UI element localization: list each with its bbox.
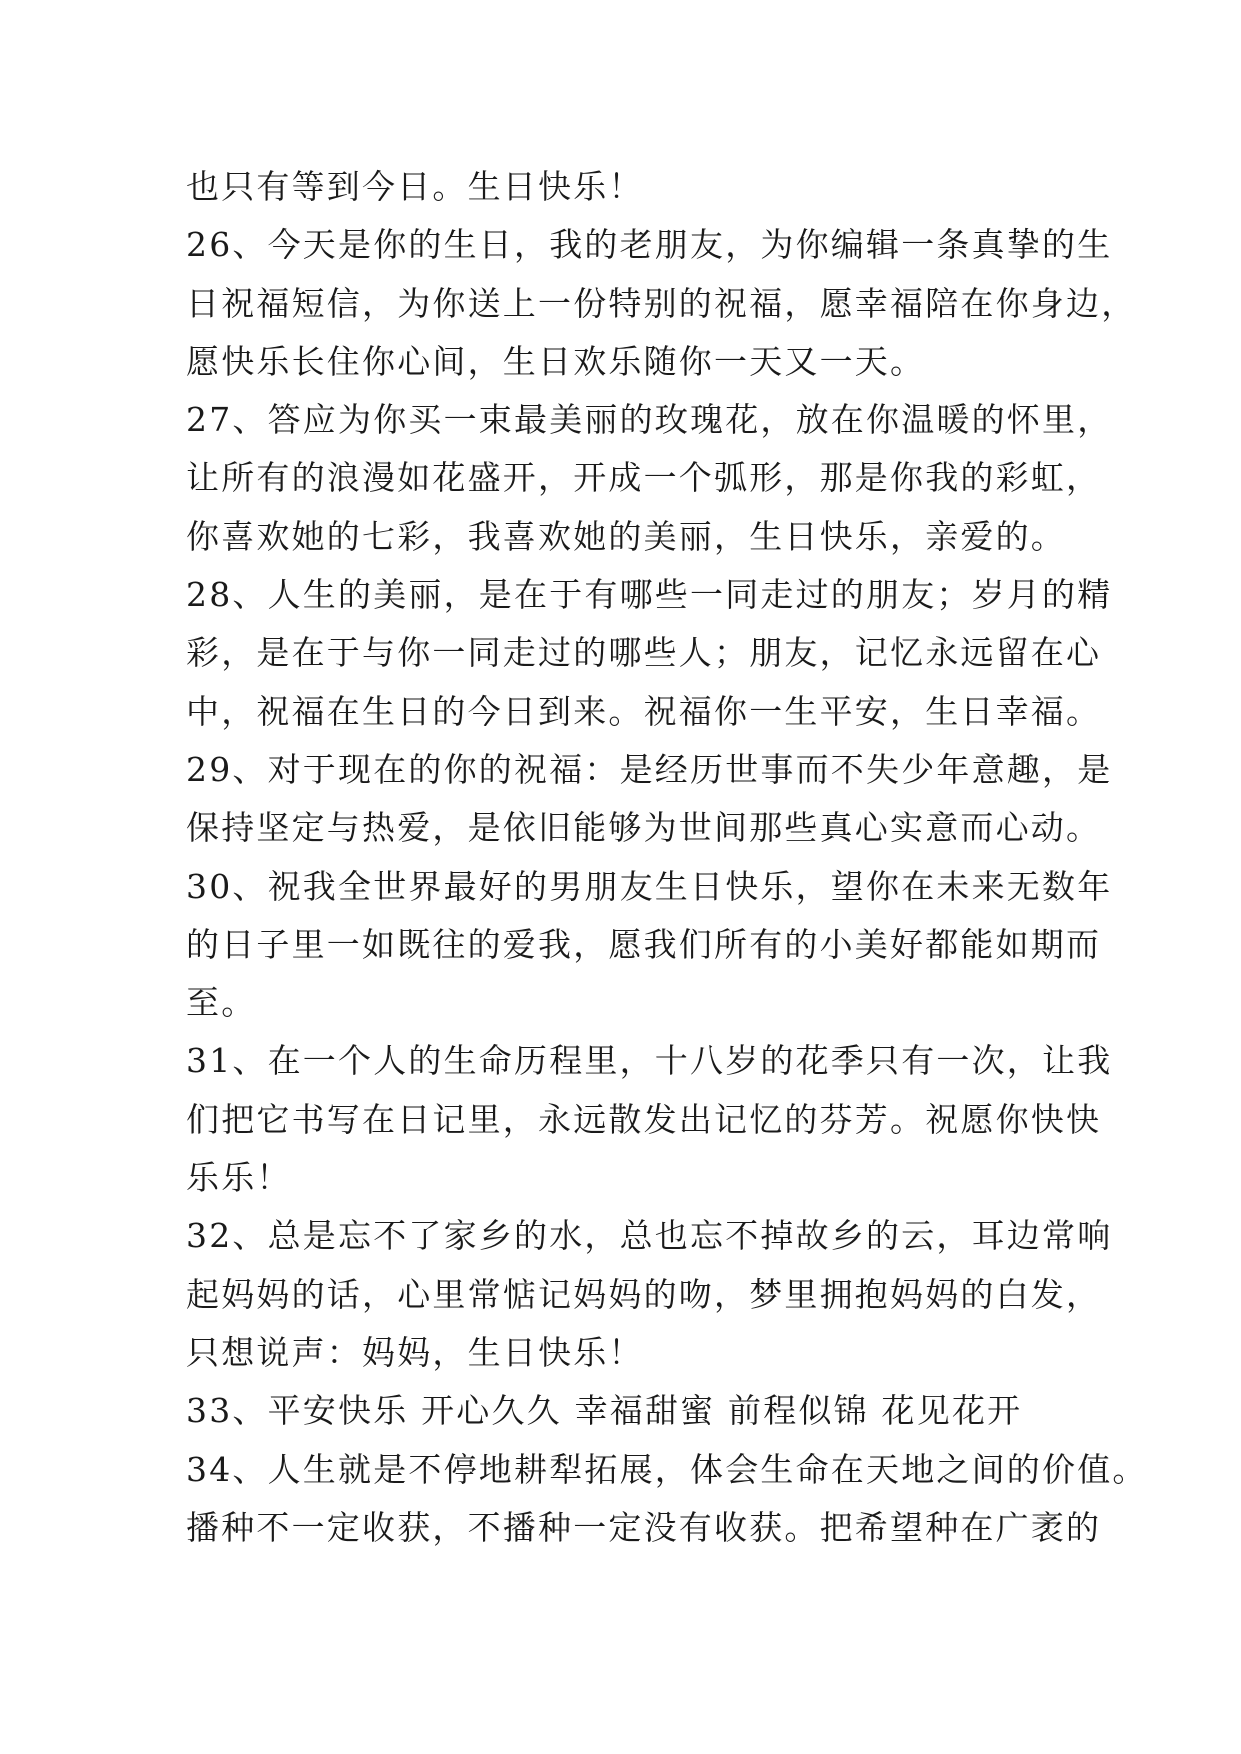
text-line: 32、总是忘不了家乡的水，总也忘不掉故乡的云，耳边常响 <box>186 1216 1113 1256</box>
document-body <box>186 158 1148 1557</box>
text-line: 28、人生的美丽，是在于有哪些一同走过的朋友；岁月的精 <box>186 575 1113 615</box>
text-line: 31、在一个人的生命历程里，十八岁的花季只有一次，让我 <box>186 1041 1113 1081</box>
text-line: 日祝福短信，为你送上一份特别的祝福，愿幸福陪在你身边， <box>186 283 1137 323</box>
text-line: 34、人生就是不停地耕犁拓展，体会生命在天地之间的价值。 <box>186 1449 1148 1489</box>
text-line: 29、对于现在的你的祝福：是经历世事而不失少年意趣，是 <box>186 749 1113 789</box>
text-line: 彩，是在于与你一同走过的哪些人；朋友，记忆永远留在心 <box>186 633 1102 673</box>
text-line: 中，祝福在生日的今日到来。祝福你一生平安，生日幸福。 <box>186 691 1102 731</box>
text-line: 起妈妈的话，心里常惦记妈妈的吻，梦里拥抱妈妈的白发， <box>186 1274 1102 1314</box>
text-line: 26、今天是你的生日，我的老朋友，为你编辑一条真挚的生 <box>186 225 1113 265</box>
text-line: 播种不一定收获，不播种一定没有收获。把希望种在广袤的 <box>186 1507 1102 1547</box>
text-line: 的日子里一如既往的爱我，愿我们所有的小美好都能如期而 <box>186 924 1102 964</box>
text-line: 33、平安快乐 开心久久 幸福甜蜜 前程似锦 花见花开 <box>186 1391 1023 1431</box>
text-line: 至。 <box>186 983 257 1023</box>
text-line: 保持坚定与热爱，是依旧能够为世间那些真心实意而心动。 <box>186 808 1102 848</box>
text-line: 只想说声：妈妈，生日快乐！ <box>186 1332 644 1372</box>
text-line: 们把它书写在日记里，永远散发出记忆的芬芳。祝愿你快快 <box>186 1099 1102 1139</box>
text-line: 乐乐！ <box>186 1158 292 1198</box>
text-line: 27、答应为你买一束最美丽的玫瑰花，放在你温暖的怀里， <box>186 400 1113 440</box>
text-line: 30、祝我全世界最好的男朋友生日快乐，望你在未来无数年 <box>186 866 1113 906</box>
text-line: 让所有的浪漫如花盛开，开成一个弧形，那是你我的彩虹， <box>186 458 1102 498</box>
text-line: 愿快乐长住你心间，生日欢乐随你一天又一天。 <box>186 341 926 381</box>
text-line: 也只有等到今日。生日快乐！ <box>186 167 644 206</box>
text-line: 你喜欢她的七彩，我喜欢她的美丽，生日快乐，亲爱的。 <box>186 516 1066 556</box>
